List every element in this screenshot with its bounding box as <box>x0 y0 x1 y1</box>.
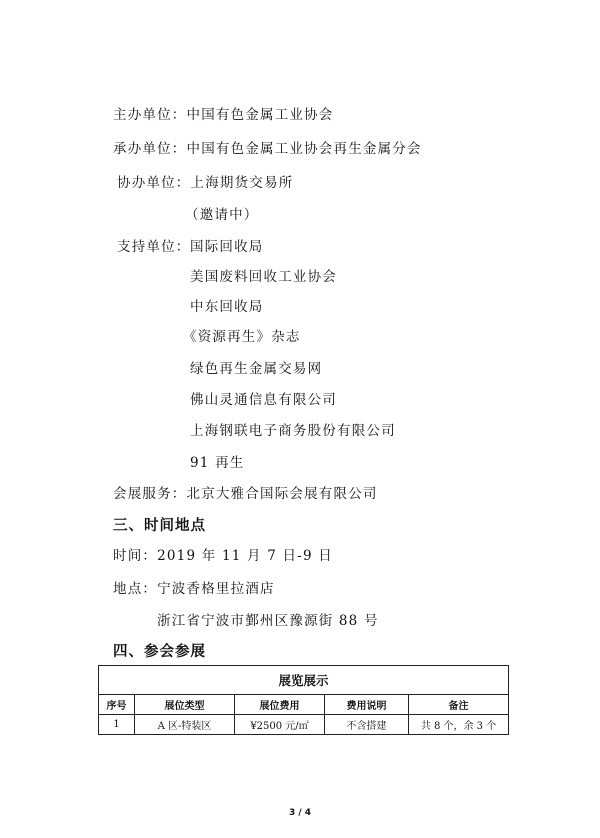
column-header: 展位费用 <box>235 695 325 715</box>
table-cell: ¥2500 元/㎡ <box>235 715 325 735</box>
event-place: 地点：宁波香格里拉酒店 <box>113 581 275 597</box>
section-3-heading: 三、时间地点 <box>113 518 206 534</box>
co-organizer-line: 协办单位：上海期货交易所 <box>117 175 294 191</box>
table-cell: 1 <box>99 715 135 735</box>
column-header: 备注 <box>409 695 509 715</box>
supporter-item: 国际回收局 <box>190 239 264 255</box>
expo-table <box>98 665 509 735</box>
table-row <box>99 715 509 735</box>
supporter-item: 中东回收局 <box>190 299 264 315</box>
table-cell: A 区-特装区 <box>135 715 235 735</box>
supporter-item: 美国废料回收工业协会 <box>190 269 337 285</box>
undertaker-line: 承办单位：中国有色金属工业协会再生金属分会 <box>113 141 422 157</box>
column-header: 费用说明 <box>325 695 409 715</box>
supporters-label: 支持单位： <box>117 239 191 255</box>
table-title: 展览展示 <box>99 666 509 695</box>
column-header: 序号 <box>99 695 135 715</box>
page-number: 3 / 4 <box>288 808 312 818</box>
event-address: 浙江省宁波市鄞州区豫源街 88 号 <box>157 613 379 629</box>
column-header: 展位类型 <box>135 695 235 715</box>
exhibition-service-line: 会展服务：北京大雅合国际会展有限公司 <box>113 486 378 502</box>
event-time: 时间：2019 年 11 月 7 日-9 日 <box>113 548 333 564</box>
supporter-item: 绿色再生金属交易网 <box>190 361 323 377</box>
supporter-item: 佛山灵通信息有限公司 <box>190 392 337 408</box>
host-line: 主办单位：中国有色金属工业协会 <box>113 107 334 123</box>
table-header-row <box>99 695 509 715</box>
supporter-item: 91 再生 <box>190 455 245 471</box>
supporter-item: 《资源再生》杂志 <box>183 329 301 345</box>
supporter-item: 上海钢联电子商务股份有限公司 <box>190 423 396 439</box>
section-4-heading: 四、参会参展 <box>113 644 206 660</box>
co-organizer-note: （邀请中） <box>185 207 259 223</box>
table-cell: 不含搭建 <box>325 715 409 735</box>
table-cell: 共 8 个，余 3 个 <box>409 715 509 735</box>
